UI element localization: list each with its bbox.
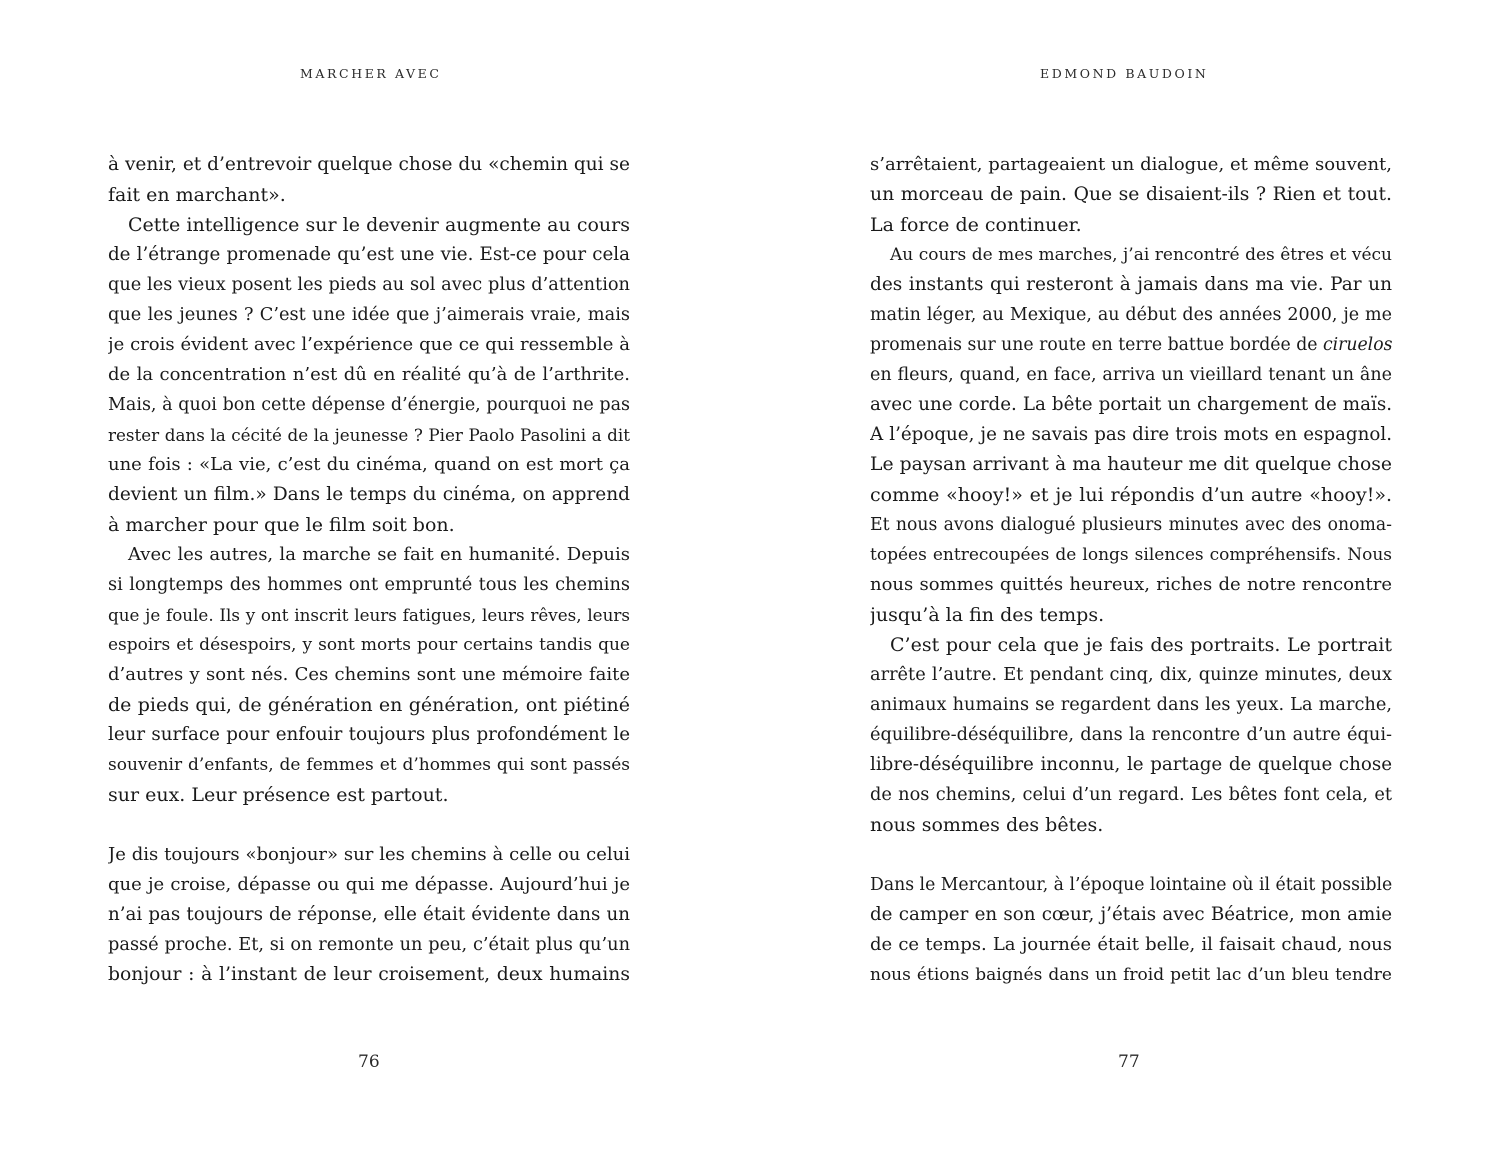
text-line bbox=[108, 210, 630, 240]
body-text bbox=[108, 150, 630, 990]
text-line-content: C’est pour cela que je fais des portraits. Le portrait bbox=[890, 634, 1392, 656]
text-line bbox=[870, 210, 1392, 240]
text-line-content: matin léger, au Mexique, au début des années 2000, je me bbox=[870, 305, 1392, 325]
text-line-content: sur eux. Leur présence est partout. bbox=[108, 784, 449, 806]
text-line bbox=[870, 810, 1392, 840]
text-line-content: que je croise, dépasse ou qui me dépasse. Aujourd’hui je bbox=[108, 874, 630, 895]
text-line bbox=[870, 600, 1392, 630]
text-line bbox=[870, 930, 1392, 960]
text-line bbox=[108, 660, 630, 690]
paragraph-break bbox=[108, 810, 630, 840]
text-line-content: comme «hooy!» et je lui répondis d’un autre «hooy!». bbox=[870, 484, 1392, 506]
text-line bbox=[870, 360, 1392, 390]
text-line-content: de pieds qui, de génération en génération, ont piétiné bbox=[108, 694, 630, 716]
text-line bbox=[870, 900, 1392, 930]
body-text bbox=[870, 150, 1392, 990]
text-line bbox=[108, 630, 630, 660]
page-number: 76 bbox=[358, 1052, 380, 1072]
text-line bbox=[870, 630, 1392, 660]
text-line bbox=[870, 420, 1392, 450]
text-line bbox=[108, 360, 630, 390]
text-line bbox=[108, 720, 630, 750]
text-line-content: s’arrêtaient, partageaient un dialogue, et même souvent, bbox=[870, 154, 1392, 175]
text-line-content: Cette intelligence sur le devenir augmente au cours bbox=[128, 214, 630, 236]
text-line-content: A l’époque, je ne savais pas dire trois mots en espagnol. bbox=[870, 424, 1392, 445]
text-line-content: je crois évident avec l’expérience que ce qui ressemble à bbox=[108, 334, 630, 355]
text-line-content: n’ai pas toujours de réponse, elle était évidente dans un bbox=[108, 904, 630, 925]
text-line bbox=[108, 330, 630, 360]
text-line bbox=[870, 960, 1392, 990]
text-line bbox=[870, 450, 1392, 480]
text-line-content: que les jeunes ? C’est une idée que j’aimerais vraie, mais bbox=[108, 305, 630, 325]
text-line bbox=[108, 450, 630, 480]
text-line-content: nous étions baignés dans un froid petit lac d’un bleu tendre bbox=[870, 965, 1392, 985]
text-line-content: en fleurs, quand, en face, arriva un vieillard tenant un âne bbox=[870, 365, 1392, 385]
text-line-content: rester dans la cécité de la jeunesse ? Pier Paolo Pasolini a dit bbox=[108, 425, 630, 445]
text-line bbox=[108, 510, 630, 540]
text-line-content: leur surface pour enfouir toujours plus profondément le bbox=[108, 724, 630, 745]
text-line-content: Et nous avons dialogué plusieurs minutes avec des onoma- bbox=[870, 515, 1392, 535]
text-line-content: à marcher pour que le film soit bon. bbox=[108, 514, 455, 536]
text-line-content: nous sommes des bêtes. bbox=[870, 814, 1104, 836]
text-line-content: que les vieux posent les pieds au sol avec plus d’attention bbox=[108, 275, 630, 295]
text-line bbox=[108, 570, 630, 600]
text-line bbox=[108, 600, 630, 630]
text-line bbox=[108, 840, 630, 870]
text-line-content: arrête l’autre. Et pendant cinq, dix, quinze minutes, deux bbox=[870, 665, 1392, 685]
text-line bbox=[108, 750, 630, 780]
text-line bbox=[108, 150, 630, 180]
text-line bbox=[870, 750, 1392, 780]
text-line-content: avec une corde. La bête portait un chargement de maïs. bbox=[870, 394, 1392, 415]
text-line-content: La force de continuer. bbox=[870, 214, 1082, 236]
text-line bbox=[870, 720, 1392, 750]
text-line bbox=[108, 690, 630, 720]
text-line-content: topées entrecoupées de longs silences compréhensifs. Nous bbox=[870, 545, 1392, 565]
text-line-content: bonjour : à l’instant de leur croisement, deux humains bbox=[108, 964, 630, 985]
text-line-content: de camper en son cœur, j’étais avec Béatrice, mon amie bbox=[870, 904, 1392, 925]
text-line bbox=[108, 300, 630, 330]
text-line bbox=[870, 390, 1392, 420]
paragraph-break bbox=[870, 840, 1392, 870]
text-line bbox=[108, 180, 630, 210]
text-line-content: promenais sur une route en terre battue bordée de bbox=[870, 335, 1323, 355]
text-line bbox=[870, 300, 1392, 330]
text-line bbox=[870, 150, 1392, 180]
text-line bbox=[870, 240, 1392, 270]
text-line bbox=[108, 930, 630, 960]
text-line bbox=[108, 870, 630, 900]
text-line bbox=[108, 270, 630, 300]
text-line-content: Mais, à quoi bon cette dépense d’énergie, pourquoi ne pas bbox=[108, 395, 630, 415]
text-line-content: nous sommes quittés heureux, riches de notre rencontre bbox=[870, 574, 1392, 595]
text-line-content: Avec les autres, la marche se fait en humanité. Depuis bbox=[128, 544, 630, 565]
text-line bbox=[108, 420, 630, 450]
text-line bbox=[870, 660, 1392, 690]
text-line-content: passé proche. Et, si on remonte un peu, c’était plus qu’un bbox=[108, 935, 630, 955]
right-page bbox=[750, 0, 1500, 1154]
text-line-content: si longtemps des hommes ont emprunté tous les chemins bbox=[108, 575, 630, 595]
text-line-content: libre-déséquilibre inconnu, le partage de quelque chose bbox=[870, 754, 1392, 775]
text-line-content: souvenir d’enfants, de femmes et d’hommes qui sont passés bbox=[108, 755, 630, 775]
text-line bbox=[108, 390, 630, 420]
text-line bbox=[108, 540, 630, 570]
text-line bbox=[870, 870, 1392, 900]
text-line bbox=[870, 270, 1392, 300]
text-line bbox=[870, 690, 1392, 720]
text-line-content: espoirs et désespoirs, y sont morts pour certains tandis que bbox=[108, 635, 630, 655]
text-line-content: Je dis toujours «bonjour» sur les chemins à celle ou celui bbox=[108, 844, 630, 865]
text-line bbox=[870, 540, 1392, 570]
text-line-content: équilibre-déséquilibre, dans la rencontre d’un autre équi- bbox=[870, 725, 1392, 745]
page-number: 77 bbox=[1118, 1052, 1140, 1072]
text-line bbox=[870, 780, 1392, 810]
text-line bbox=[870, 180, 1392, 210]
text-line-content: fait en marchant». bbox=[108, 184, 286, 206]
text-line bbox=[870, 330, 1392, 360]
text-line bbox=[870, 570, 1392, 600]
text-line-content: d’autres y sont nés. Ces chemins sont une mémoire faite bbox=[108, 664, 630, 685]
running-head-author: EDMOND BAUDOIN bbox=[1040, 66, 1209, 81]
text-line-content: que je foule. Ils y ont inscrit leurs fatigues, leurs rêves, leurs bbox=[108, 605, 630, 625]
text-line-content: de ce temps. La journée était belle, il faisait chaud, nous bbox=[870, 934, 1392, 955]
text-line bbox=[108, 960, 630, 990]
text-line-content: Au cours de mes marches, j’ai rencontré des êtres et vécu bbox=[890, 245, 1392, 265]
text-line-content: animaux humains se regardent dans les yeux. La marche, bbox=[870, 695, 1392, 715]
text-line-content: de l’étrange promenade qu’est une vie. Est-ce pour cela bbox=[108, 244, 630, 265]
text-line-content: de nos chemins, celui d’un regard. Les bêtes font cela, et bbox=[870, 785, 1392, 805]
text-line-content: des instants qui resteront à jamais dans ma vie. Par un bbox=[870, 274, 1392, 295]
text-line-content: jusqu’à la fin des temps. bbox=[870, 604, 1105, 626]
running-head-title: MARCHER AVEC bbox=[300, 66, 442, 81]
text-line-content: une fois : «La vie, c’est du cinéma, quand on est mort ça bbox=[108, 454, 630, 475]
text-line-content: de la concentration n’est dû en réalité qu’à de l’arthrite. bbox=[108, 364, 630, 385]
italic-word: ciruelos bbox=[1322, 335, 1392, 355]
text-line-content: à venir, et d’entrevoir quelque chose du «chemin qui se bbox=[108, 154, 630, 175]
text-line bbox=[108, 900, 630, 930]
text-line-content: Le paysan arrivant à ma hauteur me dit quelque chose bbox=[870, 454, 1392, 475]
text-line bbox=[870, 510, 1392, 540]
text-line-content: un morceau de pain. Que se disaient-ils ? Rien et tout. bbox=[870, 184, 1392, 205]
text-line bbox=[108, 240, 630, 270]
text-line-content: Dans le Mercantour, à l’époque lointaine où il était possible bbox=[870, 875, 1392, 895]
text-line bbox=[108, 480, 630, 510]
text-line bbox=[108, 780, 630, 810]
text-line-content: devient un film.» Dans le temps du cinéma, on apprend bbox=[108, 484, 630, 505]
text-line bbox=[870, 480, 1392, 510]
